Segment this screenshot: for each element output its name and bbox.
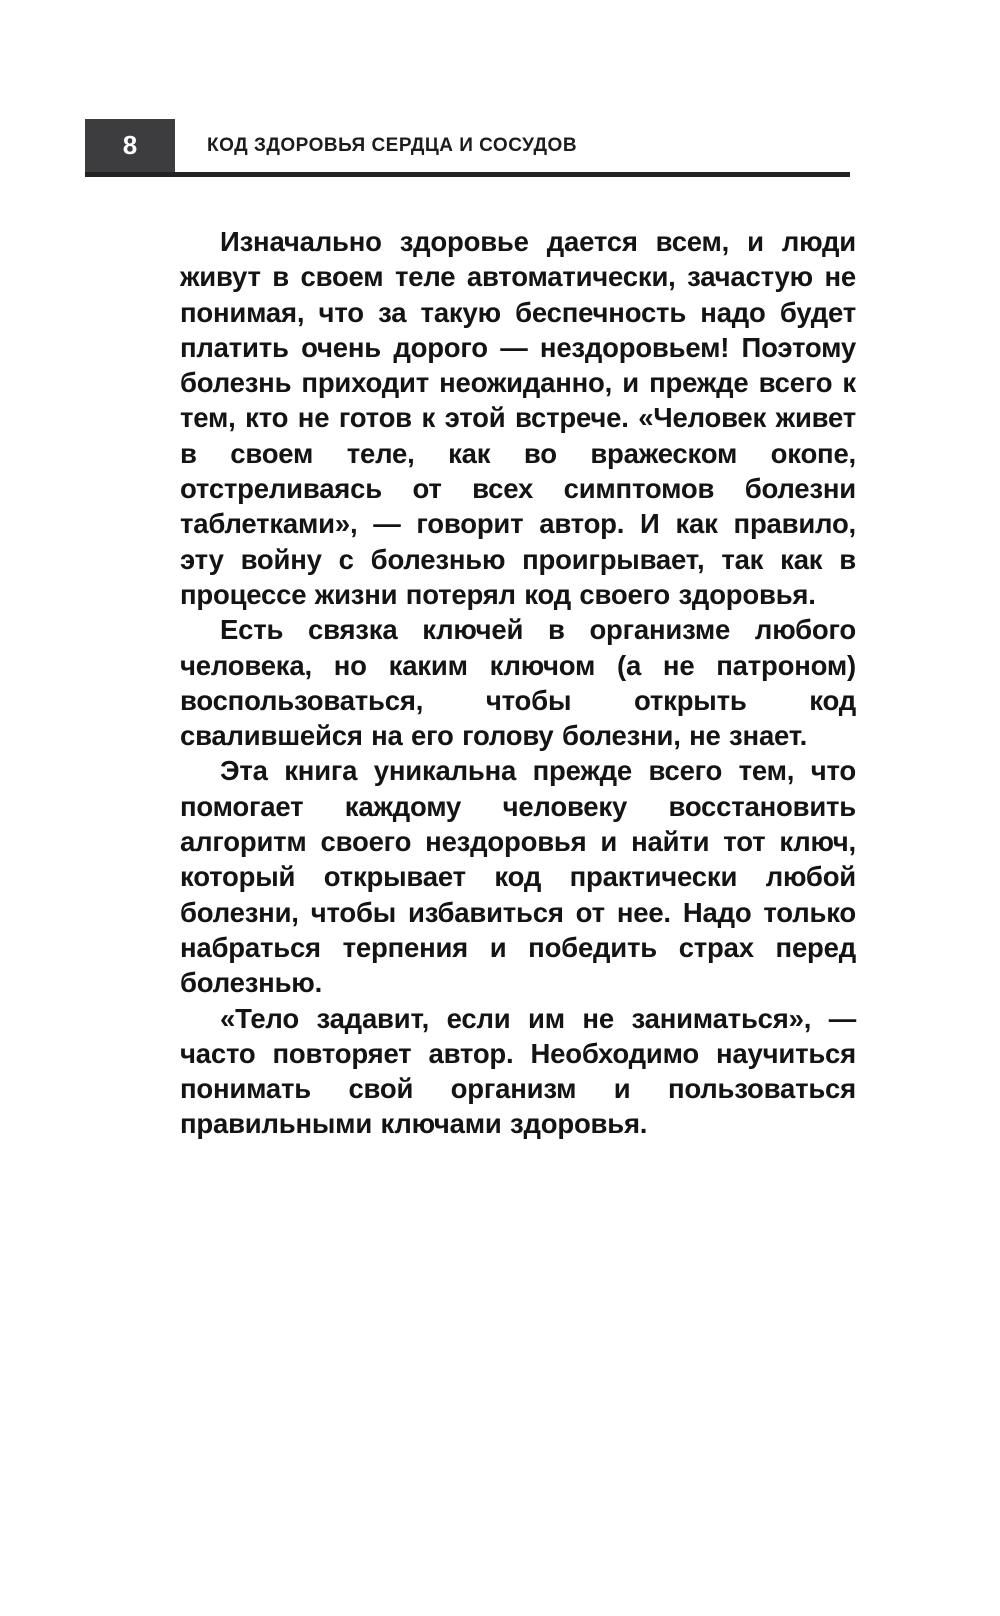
paragraph: «Тело задавит, если им не заниматься», — часто повторяет автор. Необходимо научиться понимать свой организм и пользоваться правильными ключами здоровья. xyxy=(180,1002,856,1140)
page-number-box xyxy=(85,119,175,172)
body-text xyxy=(180,224,856,1142)
paragraph: Эта книга уникальна прежде всего тем, что помогает каждому человеку восстановить алгоритм своего нездоровья и найти тот ключ, который открывает код практически любой болезни, чтобы избавиться от нее. Надо только набраться терпения и победить страх перед болезнью. xyxy=(180,755,856,999)
running-title: КОД ЗДОРОВЬЯ СЕРДЦА И СОСУДОВ xyxy=(207,134,578,156)
page-number: 8 xyxy=(122,130,138,160)
paragraph: Изначально здоровье дается всем, и люди живут в своем теле автоматически, зачастую не понимая, что за такую беспечность надо будет платить очень дорого — нездоровьем! Поэтому болезнь приходит неожиданно, и прежде всего к тем, кто не готов к этой встрече. «Человек живет в своем теле, как во вражеском окопе, отстреливаясь от всех симптомов болезни таблетками», — говорит автор. И как правило, эту войну с болезнью проигрывает, так как в процессе жизни потерял код своего здоровья. xyxy=(180,226,856,610)
paragraph: Есть связка ключей в организме любого человека, но каким ключом (а не патроном) воспользоваться, чтобы открыть код свалившейся на его голову болезни, не знает. xyxy=(180,614,856,752)
page-header xyxy=(85,119,850,177)
